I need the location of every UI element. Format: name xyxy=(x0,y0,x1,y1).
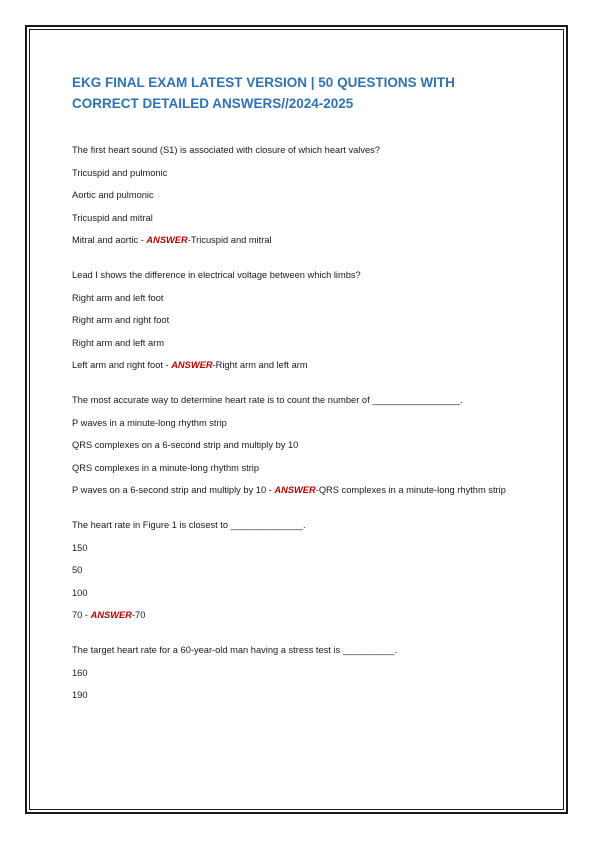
option-text: Right arm and left foot xyxy=(72,292,164,303)
answer-line xyxy=(72,484,522,497)
answer-text: -Right arm and left arm xyxy=(212,360,308,370)
document-body xyxy=(72,72,522,724)
question-block xyxy=(72,644,522,702)
answer-text: -QRS complexes in a minute-long rhythm strip xyxy=(315,485,506,495)
question-text: The most accurate way to determine heart rate is to count the number of _________________. xyxy=(72,395,463,405)
answer-label: ANSWER xyxy=(274,485,316,495)
answer-text: -70 xyxy=(131,610,146,620)
answer-line xyxy=(72,234,522,247)
question-text: The heart rate in Figure 1 is closest to ______________. xyxy=(72,520,306,530)
option-text: Right arm and left arm xyxy=(72,337,164,348)
option-text: Right arm and right foot xyxy=(72,315,170,325)
option-text: Left arm and right foot - xyxy=(72,360,172,370)
option-text: P waves on a 6-second strip and multiply by 10 - xyxy=(72,485,275,495)
document-title: EKG FINAL EXAM LATEST VERSION | 50 QUESTIONS WITH CORRECT DETAILED ANSWERS//2024-2025 xyxy=(72,75,455,111)
option-text: Aortic and pulmonic xyxy=(72,190,154,200)
option-text: P waves in a minute-long rhythm strip xyxy=(72,417,227,428)
question-block xyxy=(72,269,522,372)
question-block xyxy=(72,519,522,622)
option-text: 100 xyxy=(72,587,88,598)
question-block xyxy=(72,394,522,497)
answer-label: ANSWER xyxy=(146,235,188,245)
answer-label: ANSWER xyxy=(90,610,132,620)
answer-line xyxy=(72,359,522,372)
question-text: Lead I shows the difference in electrical voltage between which limbs? xyxy=(72,270,361,280)
question-text: The target heart rate for a 60-year-old man having a stress test is __________. xyxy=(72,645,398,655)
answer-text: -Tricuspid and mitral xyxy=(187,235,272,245)
option-text: 70 - xyxy=(72,610,91,620)
option-text: 160 xyxy=(72,667,88,678)
question-text: The first heart sound (S1) is associated with closure of which heart valves? xyxy=(72,145,380,155)
option-text: 150 xyxy=(72,542,88,553)
option-text: Tricuspid and mitral xyxy=(72,212,153,223)
question-block xyxy=(72,144,522,247)
answer-label: ANSWER xyxy=(171,360,213,370)
option-text: QRS complexes on a 6-second strip and multiply by 10 xyxy=(72,440,299,450)
answer-line xyxy=(72,609,522,622)
option-text: Mitral and aortic - xyxy=(72,235,147,245)
option-text: 50 xyxy=(72,565,83,575)
option-text: Tricuspid and pulmonic xyxy=(72,167,168,178)
option-text: 190 xyxy=(72,690,88,700)
option-text: QRS complexes in a minute-long rhythm strip xyxy=(72,462,260,473)
